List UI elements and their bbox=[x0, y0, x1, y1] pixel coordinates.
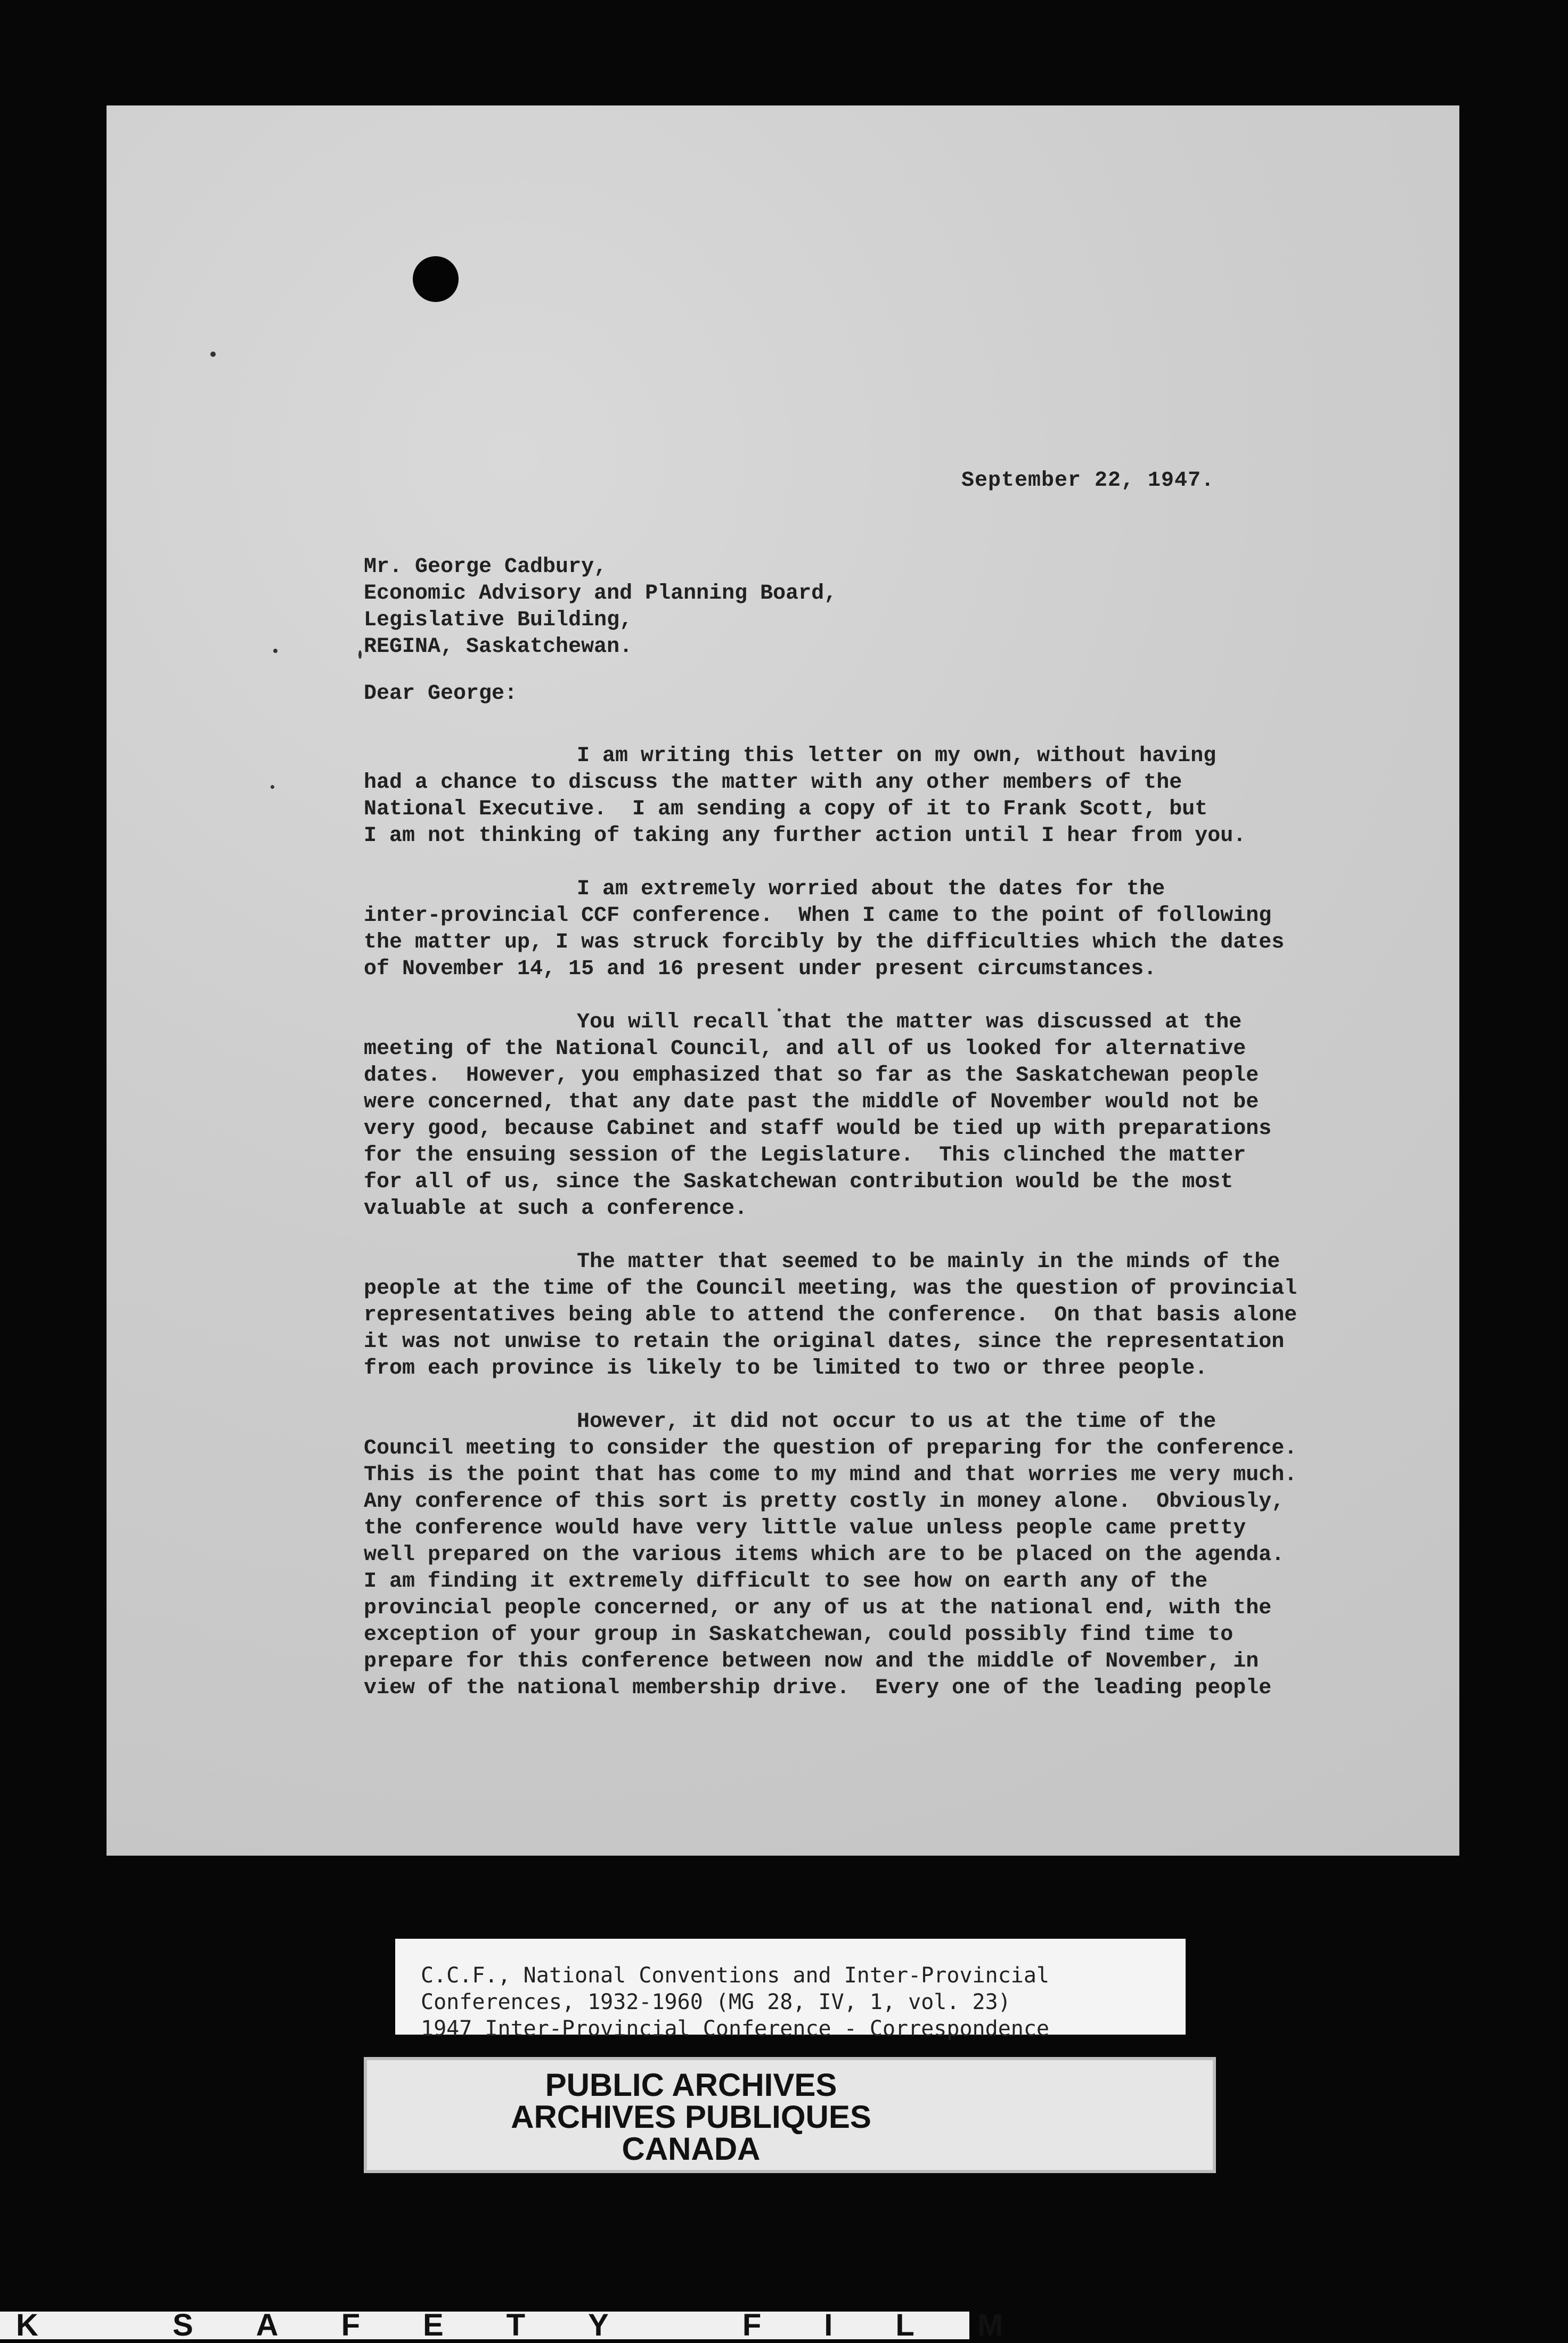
paragraph-2 bbox=[364, 876, 1284, 983]
paragraph-line: the matter up, I was struck forcibly by the difficulties which the dates bbox=[364, 930, 1285, 954]
stamp-line: PUBLIC ARCHIVES bbox=[545, 2067, 837, 2103]
paragraph-4 bbox=[364, 1249, 1297, 1382]
archives-stamp-text bbox=[189, 2048, 1193, 2165]
letter-date: September 22, 1947. bbox=[961, 469, 1215, 493]
paragraph-line: meeting of the National Council, and all of us looked for alternative bbox=[364, 1037, 1246, 1061]
paragraph-line: from each province is likely to be limited to two or three people. bbox=[364, 1357, 1208, 1381]
film-edge-text: K SAFETY FILM bbox=[16, 2308, 1066, 2342]
stamp-line: CANADA bbox=[622, 2131, 761, 2167]
paragraph-3 bbox=[364, 1009, 1271, 1222]
punch-hole bbox=[413, 256, 459, 302]
recipient-address bbox=[364, 554, 837, 660]
paragraph-line: view of the national membership drive. Every one of the leading people bbox=[364, 1676, 1272, 1700]
paragraph-line: Council meeting to consider the question of preparing for the conference. bbox=[364, 1436, 1297, 1460]
paragraph-line: This is the point that has come to my mind and that worries me very much. bbox=[364, 1463, 1297, 1487]
archive-label-line: C.C.F., National Conventions and Inter-Provincial bbox=[421, 1963, 1050, 1988]
address-line: REGINA, Saskatchewan. bbox=[364, 635, 633, 659]
paragraph-1 bbox=[364, 743, 1246, 850]
paragraph-line: were concerned, that any date past the middle of November would not be bbox=[364, 1090, 1259, 1114]
paragraph-line: dates. However, you emphasized that so far as the Saskatchewan people bbox=[364, 1064, 1259, 1088]
paragraph-line: However, it did not occur to us at the time of the bbox=[577, 1410, 1216, 1434]
address-line: Economic Advisory and Planning Board, bbox=[364, 582, 837, 606]
archive-reference-label bbox=[395, 1939, 1186, 2041]
address-line: Mr. George Cadbury, bbox=[364, 555, 607, 579]
archives-stamp bbox=[189, 2048, 1193, 2186]
paragraph-line: of November 14, 15 and 16 present under present circumstances. bbox=[364, 957, 1157, 981]
paragraph-5 bbox=[364, 1409, 1297, 1702]
paragraph-line: I am extremely worried about the dates for the bbox=[577, 877, 1165, 901]
paragraph-line: for the ensuing session of the Legislature. This clinched the matter bbox=[364, 1144, 1246, 1168]
paragraph-line: for all of us, since the Saskatchewan contribution would be the most bbox=[364, 1170, 1234, 1194]
speck bbox=[358, 650, 362, 659]
stamp-line: ARCHIVES PUBLIQUES bbox=[511, 2099, 871, 2135]
address-line: Legislative Building, bbox=[364, 608, 633, 632]
speck bbox=[210, 352, 216, 357]
speck bbox=[273, 649, 277, 653]
paragraph-line: people at the time of the Council meeting, was the question of provincial bbox=[364, 1277, 1297, 1301]
paragraph-line: I am writing this letter on my own, without having bbox=[577, 744, 1216, 768]
paragraph-line: had a chance to discuss the matter with any other members of the bbox=[364, 771, 1182, 795]
archive-label-line: 1947 Inter-Provincial Conference - Correspondence bbox=[421, 2017, 1050, 2041]
paragraph-line: the conference would have very little value unless people came pretty bbox=[364, 1516, 1246, 1540]
paragraph-line: very good, because Cabinet and staff would be tied up with preparations bbox=[364, 1117, 1272, 1141]
paragraph-line: exception of your group in Saskatchewan, could possibly find time to bbox=[364, 1623, 1234, 1647]
paragraph-line: provincial people concerned, or any of us at the national end, with the bbox=[364, 1596, 1272, 1620]
paragraph-line: inter-provincial CCF conference. When I came to the point of following bbox=[364, 904, 1272, 928]
paragraph-line: I am finding it extremely difficult to see how on earth any of the bbox=[364, 1570, 1208, 1594]
paragraph-line: representatives being able to attend the conference. On that basis alone bbox=[364, 1303, 1297, 1327]
salutation: Dear George: bbox=[364, 682, 518, 706]
paragraph-line: I am not thinking of taking any further action until I hear from you. bbox=[364, 824, 1246, 848]
paragraph-line: The matter that seemed to be mainly in the minds of the bbox=[577, 1250, 1280, 1274]
paragraph-line: well prepared on the various items which are to be placed on the agenda. bbox=[364, 1543, 1285, 1567]
paragraph-line: National Executive. I am sending a copy of it to Frank Scott, but bbox=[364, 797, 1208, 821]
paragraph-line: it was not unwise to retain the original dates, since the representation bbox=[364, 1330, 1285, 1354]
paragraph-line: prepare for this conference between now and the middle of November, in bbox=[364, 1650, 1259, 1673]
speck bbox=[271, 785, 274, 789]
paragraph-line: You will recall that the matter was discussed at the bbox=[577, 1010, 1242, 1034]
paragraph-line: valuable at such a conference. bbox=[364, 1197, 748, 1221]
archive-label-line: Conferences, 1932-1960 (MG 28, IV, 1, vol. 23) bbox=[421, 1990, 1011, 2014]
paragraph-line: Any conference of this sort is pretty costly in money alone. Obviously, bbox=[364, 1490, 1285, 1514]
